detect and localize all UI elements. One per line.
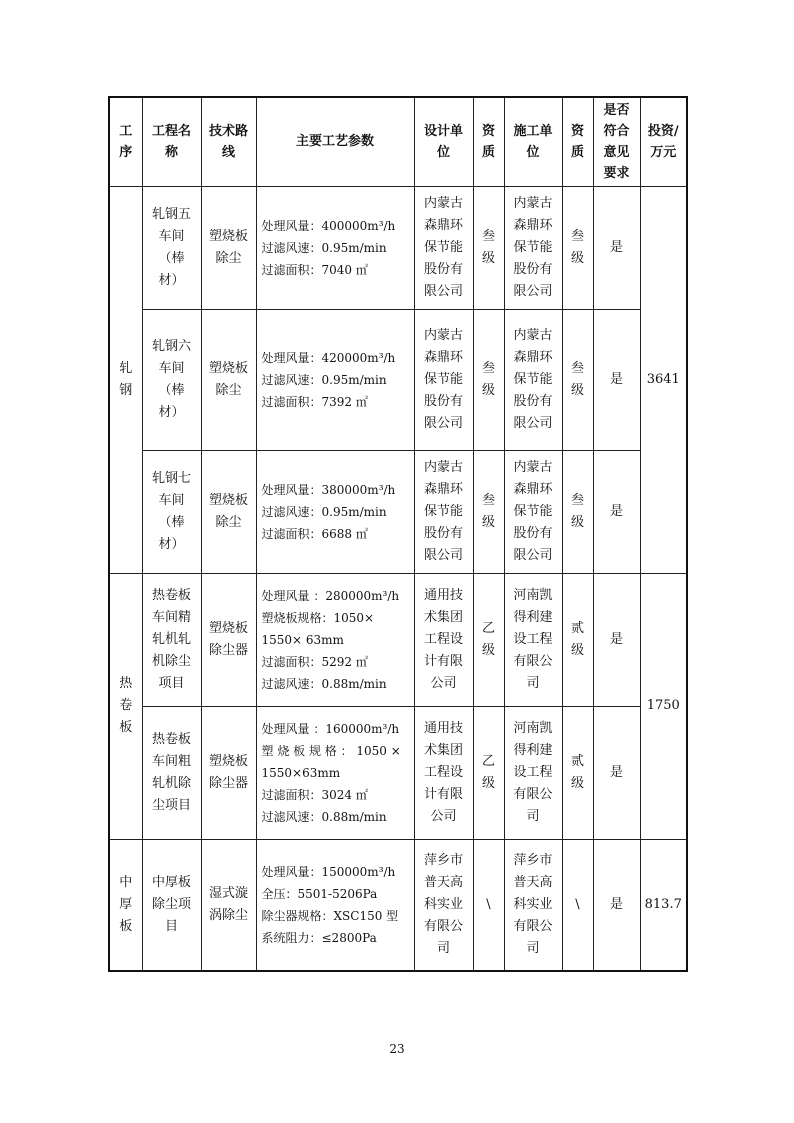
construction-unit-cell: 河南凯 得利建 设工程 有限公 司 <box>504 706 562 839</box>
header-tech-route: 技术路 线 <box>201 97 256 186</box>
compliance-cell: 是 <box>593 839 640 971</box>
project-name-cell: 轧钢六 车间 （棒 材） <box>142 309 201 450</box>
construction-qual-cell: 贰 级 <box>562 573 593 706</box>
header-design-unit: 设计单 位 <box>414 97 473 186</box>
tech-route-cell: 塑烧板 除尘 <box>201 450 256 573</box>
tech-route-cell: 塑烧板 除尘器 <box>201 573 256 706</box>
design-unit-cell: 内蒙古 森鼎环 保节能 股份有 限公司 <box>414 186 473 309</box>
process-cell: 中 厚 板 <box>109 839 142 971</box>
params-cell: 处理风量：380000m³/h 过滤风速：0.95m/min 过滤面积：6688 ㎡ <box>256 450 414 573</box>
compliance-cell: 是 <box>593 573 640 706</box>
construction-unit-cell: 内蒙古 森鼎环 保节能 股份有 限公司 <box>504 450 562 573</box>
design-unit-cell: 萍乡市 普天高 科实业 有限公 司 <box>414 839 473 971</box>
investment-cell: 1750 <box>640 573 687 839</box>
header-construction-qual: 资 质 <box>562 97 593 186</box>
header-main-params: 主要工艺参数 <box>256 97 414 186</box>
project-name-cell: 中厚板 除尘项 目 <box>142 839 201 971</box>
table-row <box>109 706 687 839</box>
process-cell: 轧 钢 <box>109 186 142 573</box>
params-cell: 处理风量：150000m³/h 全压：5501-5206Pa 除尘器规格：XSC150 型 系统阻力：≤2800Pa <box>256 839 414 971</box>
tech-route-cell: 塑烧板 除尘 <box>201 309 256 450</box>
params-cell: 处理风量：420000m³/h 过滤风速：0.95m/min 过滤面积：7392 ㎡ <box>256 309 414 450</box>
design-unit-cell: 通用技 术集团 工程设 计有限 公司 <box>414 573 473 706</box>
investment-cell: 3641 <box>640 186 687 573</box>
project-name-cell: 轧钢五 车间 （棒 材） <box>142 186 201 309</box>
design-qual-cell: 乙 级 <box>473 706 504 839</box>
construction-qual-cell: 叁 级 <box>562 450 593 573</box>
design-qual-cell: 叁 级 <box>473 186 504 309</box>
header-investment: 投资/ 万元 <box>640 97 687 186</box>
project-name-cell: 轧钢七 车间 （棒 材） <box>142 450 201 573</box>
header-process: 工 序 <box>109 97 142 186</box>
table-row <box>109 573 687 706</box>
table-row <box>109 450 687 573</box>
params-cell: 处理风量 ：160000m³/h 塑 烧 板 规 格 ： 1050 × 1550×63mm 过滤面积：3024 ㎡ 过滤风速：0.88m/min <box>256 706 414 839</box>
design-unit-cell: 内蒙古 森鼎环 保节能 股份有 限公司 <box>414 450 473 573</box>
tech-route-cell: 湿式漩 涡除尘 <box>201 839 256 971</box>
construction-unit-cell: 内蒙古 森鼎环 保节能 股份有 限公司 <box>504 186 562 309</box>
design-unit-cell: 内蒙古 森鼎环 保节能 股份有 限公司 <box>414 309 473 450</box>
page-number: 23 <box>389 1042 405 1056</box>
table-row <box>109 309 687 450</box>
design-qual-cell: 叁 级 <box>473 309 504 450</box>
design-qual-cell: 叁 级 <box>473 450 504 573</box>
construction-qual-cell: 叁 级 <box>562 186 593 309</box>
investment-cell: 813.7 <box>640 839 687 971</box>
construction-unit-cell: 内蒙古 森鼎环 保节能 股份有 限公司 <box>504 309 562 450</box>
compliance-cell: 是 <box>593 706 640 839</box>
params-cell: 处理风量 ：280000m³/h 塑烧板规格：1050× 1550× 63mm 过滤面积：5292 ㎡ 过滤风速：0.88m/min <box>256 573 414 706</box>
params-cell: 处理风量：400000m³/h 过滤风速：0.95m/min 过滤面积：7040 ㎡ <box>256 186 414 309</box>
compliance-cell: 是 <box>593 450 640 573</box>
header-row <box>109 97 687 186</box>
header-construction-unit: 施工单 位 <box>504 97 562 186</box>
construction-unit-cell: 河南凯 得利建 设工程 有限公 司 <box>504 573 562 706</box>
tech-route-cell: 塑烧板 除尘器 <box>201 706 256 839</box>
construction-unit-cell: 萍乡市 普天高 科实业 有限公 司 <box>504 839 562 971</box>
project-table <box>108 96 688 972</box>
tech-route-cell: 塑烧板 除尘 <box>201 186 256 309</box>
design-qual-cell: 乙 级 <box>473 573 504 706</box>
compliance-cell: 是 <box>593 309 640 450</box>
header-project-name: 工程名 称 <box>142 97 201 186</box>
construction-qual-cell: \ <box>562 839 593 971</box>
design-qual-cell: \ <box>473 839 504 971</box>
process-cell: 热 卷 板 <box>109 573 142 839</box>
project-name-cell: 热卷板 车间粗 轧机除 尘项目 <box>142 706 201 839</box>
header-compliance: 是否 符合 意见 要求 <box>593 97 640 186</box>
table-row <box>109 186 687 309</box>
table-row <box>109 839 687 971</box>
compliance-cell: 是 <box>593 186 640 309</box>
header-design-qual: 资 质 <box>473 97 504 186</box>
design-unit-cell: 通用技 术集团 工程设 计有限 公司 <box>414 706 473 839</box>
project-name-cell: 热卷板 车间精 轧机轧 机除尘 项目 <box>142 573 201 706</box>
construction-qual-cell: 贰 级 <box>562 706 593 839</box>
construction-qual-cell: 叁 级 <box>562 309 593 450</box>
